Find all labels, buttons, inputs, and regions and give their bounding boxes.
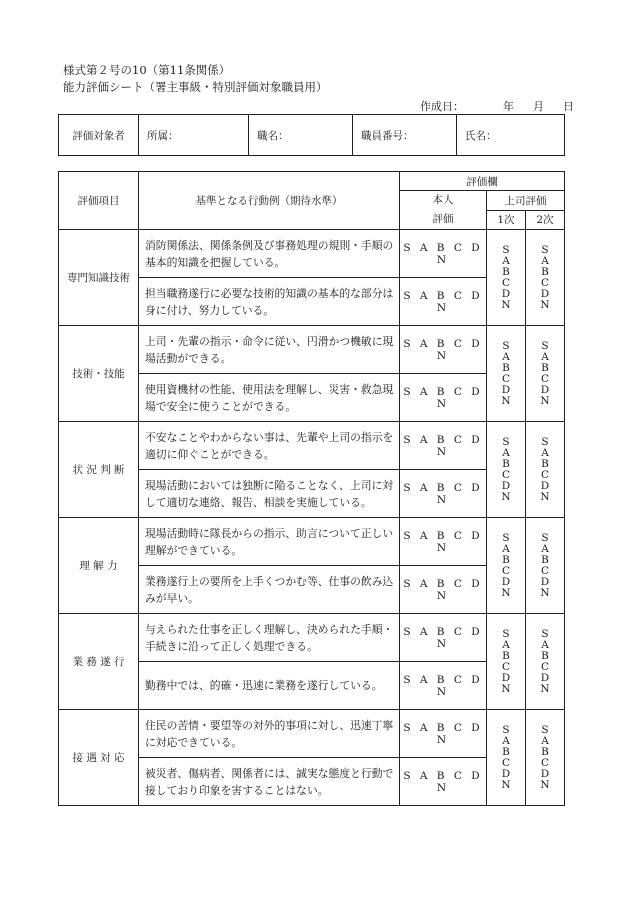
header-self bbox=[400, 191, 487, 230]
affiliation-field[interactable]: 所属： bbox=[139, 115, 249, 156]
header-first: 1次 bbox=[487, 210, 526, 230]
self-grade-2-0[interactable]: S A B C D N bbox=[400, 422, 487, 470]
form-number: 様式第２号の10（第11条関係） bbox=[63, 63, 231, 77]
sheet-title: 能力評価シート（署主事級・特別評価対象職員用） bbox=[63, 80, 328, 94]
example-2-0: 不安なことやわからない事は、先輩や上司の指示を適切に仰ぐことができる。 bbox=[139, 422, 400, 470]
item-2: 状 況 判 断 bbox=[59, 422, 139, 518]
self-grade-3-1[interactable]: S A B C D N bbox=[400, 566, 487, 614]
second-grade-2[interactable]: S A B C D N bbox=[526, 422, 565, 518]
self-grade-5-1[interactable]: S A B C D N bbox=[400, 758, 487, 806]
header-self-line1: 本人 bbox=[432, 194, 454, 206]
example-5-1: 被災者、傷病者、関係者には、誠実な態度と行動で接しており印象を害することはない。 bbox=[139, 758, 400, 806]
item-0: 専門知識技術 bbox=[59, 230, 139, 326]
header-item: 評価項目 bbox=[59, 172, 139, 230]
header-example: 基準となる行動例（期待水準） bbox=[139, 172, 400, 230]
self-grade-2-1[interactable]: S A B C D N bbox=[400, 470, 487, 518]
first-grade-0[interactable]: S A B C D N bbox=[487, 230, 526, 326]
first-grade-1[interactable]: S A B C D N bbox=[487, 326, 526, 422]
example-5-0: 住民の苦情・要望等の対外的事項に対し、迅速丁寧に対応できている。 bbox=[139, 710, 400, 758]
created-month-label: 月 bbox=[533, 100, 544, 113]
second-grade-0[interactable]: S A B C D N bbox=[526, 230, 565, 326]
created-day-label: 日 bbox=[563, 100, 574, 113]
second-grade-3[interactable]: S A B C D N bbox=[526, 518, 565, 614]
example-4-1: 勤務中では、的確・迅速に業務を遂行している。 bbox=[139, 662, 400, 710]
created-date bbox=[420, 98, 574, 114]
header-self-line2: 評価 bbox=[432, 213, 454, 225]
example-1-1: 使用資機材の性能、使用法を理解し、災害・救急現場で安全に使うことができる。 bbox=[139, 374, 400, 422]
first-grade-3[interactable]: S A B C D N bbox=[487, 518, 526, 614]
self-grade-0-1[interactable]: S A B C D N bbox=[400, 278, 487, 326]
self-grade-0-0[interactable]: S A B C D N bbox=[400, 230, 487, 278]
item-5: 接 遇 対 応 bbox=[59, 710, 139, 806]
first-grade-5[interactable]: S A B C D N bbox=[487, 710, 526, 806]
item-3: 理 解 力 bbox=[59, 518, 139, 614]
created-year-label: 年 bbox=[503, 100, 514, 113]
example-3-0: 現場活動時に隊長からの指示、助言について正しい理解ができている。 bbox=[139, 518, 400, 566]
position-field[interactable]: 職名： bbox=[249, 115, 353, 156]
self-grade-1-0[interactable]: S A B C D N bbox=[400, 326, 487, 374]
header-superior: 上司評価 bbox=[487, 191, 565, 211]
second-grade-1[interactable]: S A B C D N bbox=[526, 326, 565, 422]
item-4: 業 務 遂 行 bbox=[59, 614, 139, 710]
header-second: 2次 bbox=[526, 210, 565, 230]
evaluation-table bbox=[58, 171, 565, 806]
example-1-0: 上司・先輩の指示・命令に従い、円滑かつ機敏に現場活動ができる。 bbox=[139, 326, 400, 374]
first-grade-2[interactable]: S A B C D N bbox=[487, 422, 526, 518]
example-2-1: 現場活動においては独断に陥ることなく、上司に対して適切な連絡、報告、相談を実施している。 bbox=[139, 470, 400, 518]
example-4-0: 与えられた仕事を正しく理解し、決められた手順・手続きに沿って正しく処理できる。 bbox=[139, 614, 400, 662]
example-0-1: 担当職務遂行に必要な技術的知識の基本的な部分は身に付け、努力している。 bbox=[139, 278, 400, 326]
subject-table bbox=[58, 114, 565, 156]
self-grade-1-1[interactable]: S A B C D N bbox=[400, 374, 487, 422]
second-grade-4[interactable]: S A B C D N bbox=[526, 614, 565, 710]
self-grade-4-0[interactable]: S A B C D N bbox=[400, 614, 487, 662]
created-label: 作成日： bbox=[420, 100, 464, 113]
self-grade-4-1[interactable]: S A B C D N bbox=[400, 662, 487, 710]
self-grade-5-0[interactable]: S A B C D N bbox=[400, 710, 487, 758]
first-grade-4[interactable]: S A B C D N bbox=[487, 614, 526, 710]
item-1: 技術・技能 bbox=[59, 326, 139, 422]
subject-label: 評価対象者 bbox=[59, 115, 139, 156]
second-grade-5[interactable]: S A B C D N bbox=[526, 710, 565, 806]
example-3-1: 業務遂行上の要所を上手くつかむ等、仕事の飲み込みが早い。 bbox=[139, 566, 400, 614]
example-0-0: 消防関係法、関係条例及び事務処理の規則・手順の基本的知識を把握している。 bbox=[139, 230, 400, 278]
staff-number-field[interactable]: 職員番号： bbox=[353, 115, 457, 156]
self-grade-3-0[interactable]: S A B C D N bbox=[400, 518, 487, 566]
name-field[interactable]: 氏名： bbox=[457, 115, 565, 156]
header-eval: 評価欄 bbox=[400, 172, 565, 191]
